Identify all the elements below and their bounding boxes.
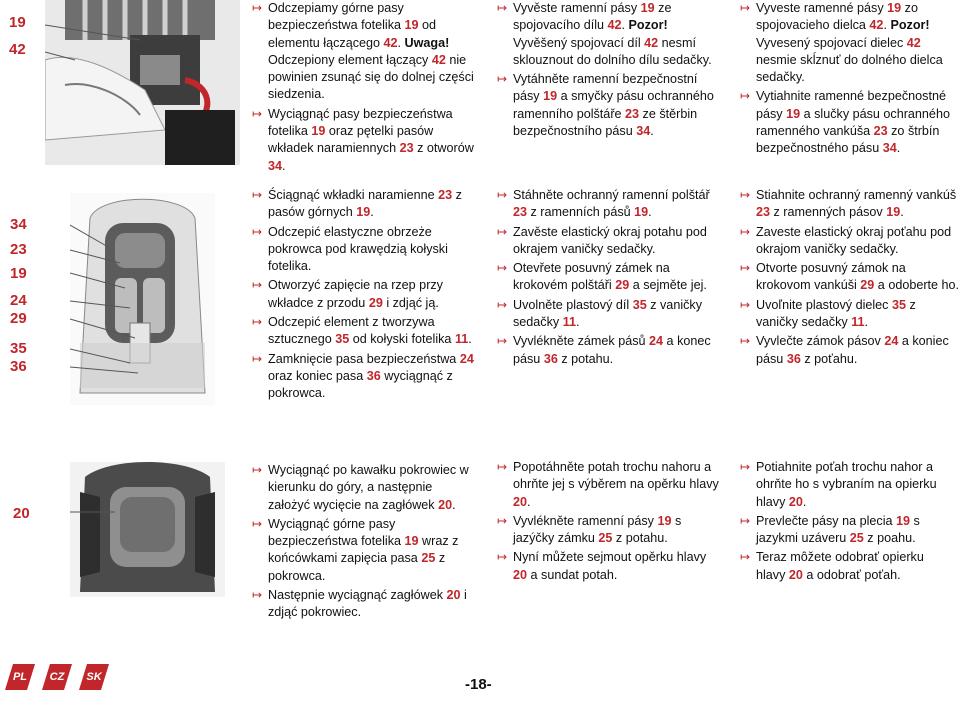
step-text: .	[648, 205, 652, 220]
step-text: Odczepić elastyczne obrzeże pokrowca pod krawędzią kołyski fotelika.	[268, 224, 448, 274]
instruction-step	[497, 71, 722, 140]
instruction-step	[497, 513, 722, 548]
step-text: a sejměte jej.	[629, 278, 707, 293]
arrow-bullet-icon: ↦	[252, 278, 263, 293]
step-text: a sundat potah.	[527, 567, 618, 582]
step-text: Uvoľnite plastový dielec	[756, 297, 892, 312]
instruction-step	[252, 587, 477, 622]
step-text: s jazykmi uzáveru	[756, 513, 920, 546]
ref-23: 23	[10, 241, 27, 258]
arrow-bullet-icon: ↦	[497, 334, 508, 349]
step-text: od elementu łączącego	[268, 18, 437, 50]
arrow-bullet-icon: ↦	[497, 72, 508, 87]
part-number-ref: 23	[625, 106, 640, 121]
step-text: .	[576, 315, 580, 330]
warning-text: Pozor!	[890, 18, 930, 33]
ref-19: 19	[10, 265, 27, 282]
arrow-bullet-icon: ↦	[252, 188, 263, 202]
arrow-bullet-icon: ↦	[740, 334, 751, 349]
part-number-ref: 19	[311, 124, 326, 139]
page-number: -18-	[465, 676, 492, 693]
step-text: .	[370, 205, 374, 220]
instruction-step	[497, 0, 722, 69]
step-text: zo štrbín bezpečnostného pásu	[756, 124, 940, 156]
step-gap	[252, 403, 477, 405]
part-number-ref: 34	[882, 141, 897, 156]
step-text: .	[282, 158, 286, 173]
instruction-step	[252, 351, 477, 403]
step-text: z otworów	[413, 141, 474, 156]
ref-20: 20	[13, 505, 30, 522]
part-number-ref: 23	[513, 205, 528, 220]
part-number-ref: 19	[543, 89, 558, 104]
arrow-bullet-icon: ↦	[497, 297, 508, 312]
part-number-ref: 19	[887, 1, 902, 15]
instruction-step	[497, 333, 722, 368]
step-text: Otevřete posuvný zámek na krokovém polštáři	[513, 261, 670, 293]
instructions-cz-3	[497, 459, 722, 586]
part-number-ref: 36	[543, 351, 558, 366]
step-text: Vyvlékněte ramenní pásy	[513, 513, 658, 528]
step-text: Stiahnite ochranný ramenný vankúš	[756, 188, 957, 202]
arrow-bullet-icon: ↦	[252, 516, 263, 531]
step-text: s jazýčky zámku	[513, 513, 682, 546]
instruction-step	[740, 333, 960, 368]
part-number-ref: 19	[896, 513, 911, 528]
instruction-step	[252, 106, 477, 175]
part-number-ref: 19	[657, 513, 672, 528]
flag-pl-badge	[5, 664, 35, 690]
step-text: Zamknięcie pasa bezpieczeństwa	[268, 351, 460, 366]
part-number-ref: 23	[399, 141, 414, 156]
step-text: a konec pásu	[513, 334, 711, 366]
part-number-ref: 23	[438, 188, 453, 202]
step-text: .	[527, 494, 531, 509]
arrow-bullet-icon: ↦	[252, 106, 263, 121]
flag-pl-label: PL	[12, 671, 28, 683]
step-text: a smyčky pásu ochranného ramenního polštáře	[513, 89, 714, 121]
step-text: i zdjąć pokrowiec.	[268, 588, 467, 620]
arrow-bullet-icon: ↦	[252, 588, 263, 603]
part-number-ref: 25	[598, 531, 613, 546]
step-text: wraz z końcówkami zapięcia pasa	[268, 534, 459, 566]
step-text: z vaničky sedačky	[513, 297, 703, 330]
step-text: Zavěste elastický okraj potahu pod okrajem vaničky sedačky.	[513, 224, 707, 256]
instruction-step	[740, 297, 960, 332]
part-number-ref: 19	[356, 205, 371, 220]
part-number-ref: 29	[368, 295, 383, 310]
instruction-step	[740, 0, 955, 86]
instruction-step	[252, 277, 477, 312]
instructions-sk-3	[740, 459, 950, 586]
photo-belt-release	[45, 0, 240, 165]
instruction-step	[497, 187, 722, 222]
step-text: Otworzyć zapięcie na rzep przy wkładce z przodu	[268, 278, 443, 310]
part-number-ref: 19	[634, 205, 649, 220]
step-text: Vyvesený spojovací dielec	[756, 35, 907, 50]
part-number-ref: 11	[851, 315, 865, 330]
arrow-bullet-icon: ↦	[497, 261, 508, 276]
instructions-sk-2	[740, 187, 960, 370]
arrow-bullet-icon: ↦	[252, 351, 263, 366]
step-text: wyciągnąć z pokrowca.	[268, 368, 453, 401]
photo-seat-front	[70, 193, 215, 405]
step-text: .	[650, 124, 654, 139]
arrow-bullet-icon: ↦	[740, 224, 751, 239]
instruction-step	[740, 260, 960, 295]
step-gap	[740, 368, 960, 370]
part-number-ref: 20	[788, 567, 803, 582]
step-gap	[740, 158, 955, 160]
part-number-ref: 35	[632, 297, 647, 312]
step-text: Stáhněte ochranný ramenní polštář	[513, 188, 710, 202]
part-number-ref: 42	[644, 35, 659, 50]
photo-headrest	[70, 462, 225, 597]
instruction-step	[252, 224, 477, 276]
step-text: Vyvlékněte zámek pásů	[513, 334, 650, 349]
warning-text: Uwaga!	[404, 35, 450, 50]
instructions-pl-3	[252, 462, 477, 624]
arrow-bullet-icon: ↦	[740, 261, 751, 276]
arrow-bullet-icon: ↦	[252, 463, 263, 477]
step-text: .	[452, 497, 456, 512]
instruction-step	[252, 462, 477, 514]
arrow-bullet-icon: ↦	[497, 550, 508, 565]
step-text: Odczepiamy górne pasy bezpieczeństwa fotelika	[268, 1, 405, 33]
part-number-ref: 29	[860, 278, 875, 293]
arrow-bullet-icon: ↦	[740, 89, 751, 104]
step-text: Następnie wyciągnąć zagłówek	[268, 588, 447, 603]
instruction-step	[740, 88, 955, 157]
part-number-ref: 19	[886, 205, 901, 220]
step-text: Ściągnąć wkładki naramienne	[268, 188, 439, 202]
part-number-ref: 34	[268, 158, 283, 173]
step-text: Potiahnite poťah trochu nahor a ohrňte ho s vybraním na opierku hlavy	[756, 460, 937, 509]
step-text: oraz pętelki pasów wkładek naramiennych	[268, 124, 434, 156]
part-number-ref: 42	[383, 35, 398, 50]
part-number-ref: 23	[873, 124, 888, 139]
arrow-bullet-icon: ↦	[740, 1, 751, 15]
step-text: ze spojovacího dílu	[513, 1, 672, 33]
flag-cz-label: CZ	[49, 671, 65, 683]
arrow-bullet-icon: ↦	[740, 188, 751, 202]
instruction-step	[497, 549, 722, 584]
step-text: oraz koniec pasa	[268, 368, 367, 383]
step-text: Otvorte posuvný zámok na krokovom vankúši	[756, 261, 906, 293]
step-text: Nyní můžete sejmout opěrku hlavy	[513, 550, 707, 565]
step-text: Zaveste elastický okraj poťahu pod okrajom vaničky sedačky.	[756, 224, 952, 256]
part-number-ref: 19	[404, 534, 419, 549]
part-number-ref: 20	[513, 494, 528, 509]
part-number-ref: 20	[513, 567, 528, 582]
instruction-step	[497, 297, 722, 332]
instructions-sk-1	[740, 0, 955, 160]
step-text: od kołyski fotelika	[349, 332, 455, 347]
arrow-bullet-icon: ↦	[252, 1, 263, 15]
flag-sk-label: SK	[86, 671, 102, 683]
instruction-step	[740, 459, 950, 511]
step-text: .	[468, 332, 472, 347]
step-text: Wyciągnąć po kawałku pokrowiec w kierunku do góry, a następnie założyć wycięcie na zagłówek	[268, 463, 469, 512]
instruction-step	[252, 314, 477, 349]
step-text: Vytiahnite ramenné bezpečnostné pásy	[756, 89, 946, 121]
part-number-ref: 24	[649, 334, 664, 349]
arrow-bullet-icon: ↦	[497, 1, 508, 15]
step-text: nie powinien zsunąć się do dolnej części siedzenia.	[268, 52, 474, 102]
ref-36: 36	[10, 358, 27, 375]
arrow-bullet-icon: ↦	[740, 513, 751, 528]
step-text: Odczepić element z tworzywa sztucznego	[268, 315, 435, 347]
part-number-ref: 23	[756, 205, 771, 220]
instruction-step	[497, 260, 722, 295]
arrow-bullet-icon: ↦	[497, 188, 508, 202]
part-number-ref: 20	[438, 497, 453, 512]
step-text: Vyvlečte zámok pásov	[756, 334, 885, 349]
step-text: nesmie skĺznuť do dolného dielca sedačky.	[756, 52, 943, 85]
step-text: .	[900, 205, 904, 220]
step-text: z potahu.	[557, 351, 614, 366]
step-text: Vytáhněte ramenní bezpečnostní pásy	[513, 72, 698, 104]
part-number-ref: 35	[335, 332, 350, 347]
step-text: Uvolněte plastový díl	[513, 297, 633, 312]
instruction-step	[252, 187, 477, 222]
step-text: Wyciągnąć pasy bezpieczeństwa fotelika	[268, 106, 453, 139]
ref-24: 24	[10, 292, 27, 309]
part-number-ref: 19	[640, 1, 655, 15]
step-text: .	[802, 494, 807, 509]
step-gap	[497, 584, 722, 586]
step-text: z pasów górnych	[268, 188, 462, 220]
step-text: .	[896, 141, 901, 156]
ref-34: 34	[10, 216, 27, 233]
instruction-step	[497, 224, 722, 259]
step-text: Prevlečte pásy na plecia	[756, 513, 897, 528]
part-number-ref: 36	[786, 351, 801, 366]
instruction-step	[740, 513, 950, 548]
arrow-bullet-icon: ↦	[740, 297, 751, 312]
instructions-pl-1	[252, 0, 477, 177]
step-text: .	[883, 18, 891, 33]
ref-35: 35	[10, 340, 27, 357]
step-text: a koniec pásu	[756, 334, 949, 366]
step-gap	[497, 368, 722, 370]
step-text: i zdjąć ją.	[382, 295, 439, 310]
part-number-ref: 42	[869, 18, 884, 33]
step-text: a slučky pásu ochranného ramenného vankúša	[756, 106, 950, 139]
step-text: z vaničky sedačky	[756, 297, 916, 330]
step-text: z poťahu.	[800, 351, 858, 366]
arrow-bullet-icon: ↦	[497, 224, 508, 239]
ref-29: 29	[10, 310, 27, 327]
instructions-pl-2	[252, 187, 477, 405]
instruction-step	[740, 224, 960, 259]
instructions-cz-2	[497, 187, 722, 370]
step-text: z potahu.	[612, 531, 668, 546]
part-number-ref: 29	[615, 278, 630, 293]
step-text: a odoberte ho.	[874, 278, 960, 293]
arrow-bullet-icon: ↦	[252, 224, 263, 239]
part-number-ref: 20	[788, 494, 803, 509]
step-text: z ramenních pásů	[527, 205, 635, 220]
part-number-ref: 24	[459, 351, 474, 366]
instruction-step	[252, 516, 477, 585]
part-number-ref: 25	[421, 551, 436, 566]
step-text: Odczepiony element łączący	[268, 52, 432, 67]
instructions-cz-1	[497, 0, 722, 142]
ref-19: 19	[9, 14, 26, 31]
part-number-ref: 34	[636, 124, 651, 139]
step-text: zo spojovacieho dielca	[756, 1, 918, 33]
part-number-ref: 11	[562, 315, 577, 330]
step-gap	[740, 584, 950, 586]
step-text: .	[621, 18, 629, 33]
step-gap	[497, 140, 722, 142]
part-number-ref: 19	[786, 106, 801, 121]
instruction-step	[497, 459, 722, 511]
part-number-ref: 42	[607, 18, 622, 33]
flag-cz-badge	[42, 664, 72, 690]
part-number-ref: 19	[404, 18, 419, 33]
step-text: a odobrať poťah.	[802, 567, 901, 582]
step-gap	[252, 622, 477, 624]
step-text: Vyvěste ramenní pásy	[513, 1, 641, 15]
part-number-ref: 36	[366, 368, 381, 383]
instruction-step	[740, 187, 960, 222]
part-number-ref: 42	[431, 52, 446, 67]
part-number-ref: 11	[454, 332, 469, 347]
step-text: ze štěrbin bezpečnostního pásu	[513, 106, 698, 139]
part-number-ref: 24	[884, 334, 899, 349]
flag-sk-badge	[79, 664, 109, 690]
instruction-step	[252, 0, 477, 104]
ref-42: 42	[9, 41, 26, 58]
part-number-ref: 20	[446, 588, 461, 603]
instruction-step	[740, 549, 950, 584]
step-text: z pokrowca.	[268, 551, 446, 583]
step-text: Wyciągnąć górne pasy bezpieczeństwa fotelika	[268, 516, 405, 549]
arrow-bullet-icon: ↦	[497, 460, 508, 474]
step-text: z ramenných pásov	[770, 205, 887, 220]
step-text: z poahu.	[863, 531, 916, 546]
arrow-bullet-icon: ↦	[497, 513, 508, 528]
arrow-bullet-icon: ↦	[740, 460, 751, 474]
step-text: .	[864, 315, 869, 330]
step-text: Vyveste ramenné pásy	[756, 1, 888, 15]
part-number-ref: 25	[849, 531, 864, 546]
step-gap	[252, 175, 477, 177]
warning-text: Pozor!	[628, 18, 668, 33]
part-number-ref: 35	[891, 297, 906, 312]
step-text: Popotáhněte potah trochu nahoru a ohrňte jej s výběrem na opěrku hlavy	[513, 460, 719, 492]
step-text: Teraz môžete odobrať opierku hlavy	[756, 550, 924, 582]
step-text: nesmí sklouznout do dolního dílu sedačky.	[513, 35, 712, 67]
step-text: Vyvěšený spojovací díl	[513, 35, 645, 50]
arrow-bullet-icon: ↦	[740, 550, 751, 565]
step-text: .	[397, 35, 405, 50]
part-number-ref: 42	[906, 35, 921, 50]
arrow-bullet-icon: ↦	[252, 315, 263, 330]
